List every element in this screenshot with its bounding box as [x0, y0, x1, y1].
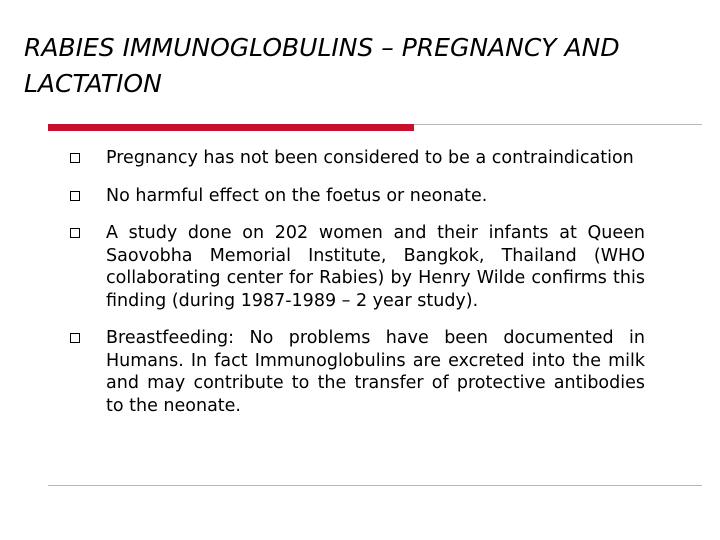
top-divider-accent [48, 124, 414, 131]
square-bullet-icon [70, 228, 80, 238]
bullet-item-breastfeeding [70, 327, 645, 417]
square-bullet-icon [70, 333, 80, 343]
bullet-item-study [70, 222, 645, 312]
bullet-text: No harmful effect on the foetus or neonate. [106, 185, 488, 206]
square-bullet-icon [70, 153, 80, 163]
bullet-text: Breastfeeding: No problems have been documented in Humans. In fact Immunoglobulins are excreted into the milk and may contribute to the transfer of protective antibodies to the neonate. [106, 328, 645, 416]
bullet-item-pregnancy [70, 147, 645, 170]
bullet-item-no-harm [70, 185, 645, 208]
bullet-text: Pregnancy has not been considered to be a contraindication [106, 148, 634, 168]
bottom-divider [48, 485, 702, 486]
bullet-text: A study done on 202 women and their infants at Queen Saovobha Memorial Institute, Bangkok, Thailand (WHO collaborating center for Rabies) by Henry Wilde confirms this finding (during 1987-1989 – 2 year study). [106, 223, 645, 311]
slide-title: RABIES IMMUNOGLOBULINS – PREGNANCY AND LACTATION [24, 33, 620, 98]
square-bullet-icon [70, 191, 80, 201]
bullet-list [70, 147, 645, 417]
